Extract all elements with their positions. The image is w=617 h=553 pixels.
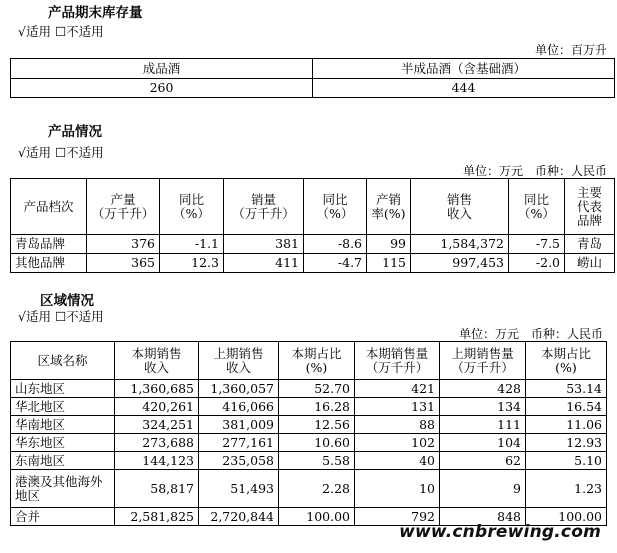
table-cell: 9: [440, 470, 526, 508]
table-cell: 444: [313, 79, 615, 98]
inventory-title: 产品期末库存量: [48, 5, 143, 21]
inventory-applicable: √适用 ☐不适用: [18, 24, 104, 39]
table-cell: 12.3: [160, 254, 224, 273]
table-cell: 1,360,057: [199, 380, 279, 398]
table-cell: 111: [440, 416, 526, 434]
table-cell: 104: [440, 434, 526, 452]
table-cell: 华东地区: [11, 434, 115, 452]
table-cell: 东南地区: [11, 452, 115, 470]
table-row: [11, 434, 607, 452]
header-cell: 上期销售量 （万千升）: [440, 342, 526, 380]
table-cell: 12.93: [526, 434, 607, 452]
table-cell: -7.5: [509, 235, 565, 254]
header-cell: 同比 （%）: [160, 179, 224, 235]
table-cell: 11.06: [526, 416, 607, 434]
table-cell: 102: [355, 434, 440, 452]
table-cell: 62: [440, 452, 526, 470]
table-cell: 崂山: [565, 254, 615, 273]
table-cell: -4.7: [304, 254, 367, 273]
table-cell: 青岛: [565, 235, 615, 254]
table-cell: 99: [367, 235, 411, 254]
table-header-row: [11, 342, 607, 380]
table-cell: 131: [355, 398, 440, 416]
table-cell: 青岛品牌: [11, 235, 87, 254]
table-cell: 235,058: [199, 452, 279, 470]
table-cell: 421: [355, 380, 440, 398]
header-cell: 本期销售量 （万千升）: [355, 342, 440, 380]
table-cell: 848: [440, 508, 526, 526]
table-cell: 16.54: [526, 398, 607, 416]
table-cell: 381: [224, 235, 304, 254]
table-cell: 273,688: [115, 434, 199, 452]
inventory-table: [10, 58, 615, 98]
table-cell: 144,123: [115, 452, 199, 470]
table-cell: 100.00: [526, 508, 607, 526]
header-cell: 上期销售 收入: [199, 342, 279, 380]
table-row: [11, 380, 607, 398]
table-cell: -1.1: [160, 235, 224, 254]
table-row: [11, 398, 607, 416]
table-row: [11, 235, 615, 254]
header-cell: 销售 收入: [411, 179, 509, 235]
table-cell: 134: [440, 398, 526, 416]
table-cell: 1,584,372: [411, 235, 509, 254]
product-title: 产品情况: [48, 124, 102, 140]
header-cell: 主要 代表 品牌: [565, 179, 615, 235]
header-cell: 同比 （%）: [509, 179, 565, 235]
table-cell: -2.0: [509, 254, 565, 273]
table-cell: 58,817: [115, 470, 199, 508]
table-cell: 792: [355, 508, 440, 526]
header-cell: 本期占比 (%): [279, 342, 355, 380]
table-cell: 合并: [11, 508, 115, 526]
header-cell: 成品酒: [11, 59, 313, 79]
table-cell: 277,161: [199, 434, 279, 452]
table-cell: 53.14: [526, 380, 607, 398]
table-cell: 华南地区: [11, 416, 115, 434]
table-cell: 2,720,844: [199, 508, 279, 526]
table-cell: 88: [355, 416, 440, 434]
header-cell: 半成品酒（含基础酒）: [313, 59, 615, 79]
table-cell: 12.56: [279, 416, 355, 434]
table-cell: 山东地区: [11, 380, 115, 398]
table-row: [11, 416, 607, 434]
table-cell: 10.60: [279, 434, 355, 452]
table-cell: 100.00: [279, 508, 355, 526]
header-cell: 区域名称: [11, 342, 115, 380]
table-cell: 365: [87, 254, 160, 273]
table-row: [11, 79, 615, 98]
table-cell: 52.70: [279, 380, 355, 398]
table-row: [11, 470, 607, 508]
header-cell: 产品档次: [11, 179, 87, 235]
table-cell: -8.6: [304, 235, 367, 254]
table-cell: 5.10: [526, 452, 607, 470]
table-cell: 51,493: [199, 470, 279, 508]
table-cell: 10: [355, 470, 440, 508]
table-cell: 港澳及其他海外地区: [11, 470, 115, 508]
table-cell: 1,360,685: [115, 380, 199, 398]
table-cell: 997,453: [411, 254, 509, 273]
product-unit: 单位：万元 币种：人民币: [462, 164, 607, 178]
table-cell: 324,251: [115, 416, 199, 434]
product-table: [10, 178, 615, 273]
table-header-row: [11, 179, 615, 235]
header-cell: 本期占比 (%): [526, 342, 607, 380]
region-title: 区域情况: [40, 293, 94, 309]
header-cell: 同比 （%）: [304, 179, 367, 235]
table-cell: 411: [224, 254, 304, 273]
table-cell: 1.23: [526, 470, 607, 508]
table-cell: 其他品牌: [11, 254, 87, 273]
header-cell: 本期销售 收入: [115, 342, 199, 380]
inventory-unit: 单位：百万升: [534, 43, 607, 57]
table-cell: 40: [355, 452, 440, 470]
header-cell: 产销 率(%): [367, 179, 411, 235]
table-cell: 2,581,825: [115, 508, 199, 526]
header-cell: 产量 （万千升）: [87, 179, 160, 235]
table-cell: 260: [11, 79, 313, 98]
table-cell: 16.28: [279, 398, 355, 416]
table-header-row: [11, 59, 615, 79]
region-applicable: √适用 ☐不适用: [18, 309, 104, 324]
table-cell: 420,261: [115, 398, 199, 416]
product-applicable: √适用 ☐不适用: [18, 145, 104, 160]
region-unit: 单位：万元 币种：人民币: [458, 327, 603, 341]
table-cell: 华北地区: [11, 398, 115, 416]
region-table: [10, 341, 607, 526]
table-row: [11, 254, 615, 273]
table-cell: 376: [87, 235, 160, 254]
watermark: www.cnbrewing.com: [399, 522, 601, 542]
table-cell: 416,066: [199, 398, 279, 416]
table-cell: 2.28: [279, 470, 355, 508]
table-cell: 115: [367, 254, 411, 273]
header-cell: 销量 （万千升）: [224, 179, 304, 235]
table-cell: 428: [440, 380, 526, 398]
table-row: [11, 452, 607, 470]
table-cell: 5.58: [279, 452, 355, 470]
table-cell: 381,009: [199, 416, 279, 434]
